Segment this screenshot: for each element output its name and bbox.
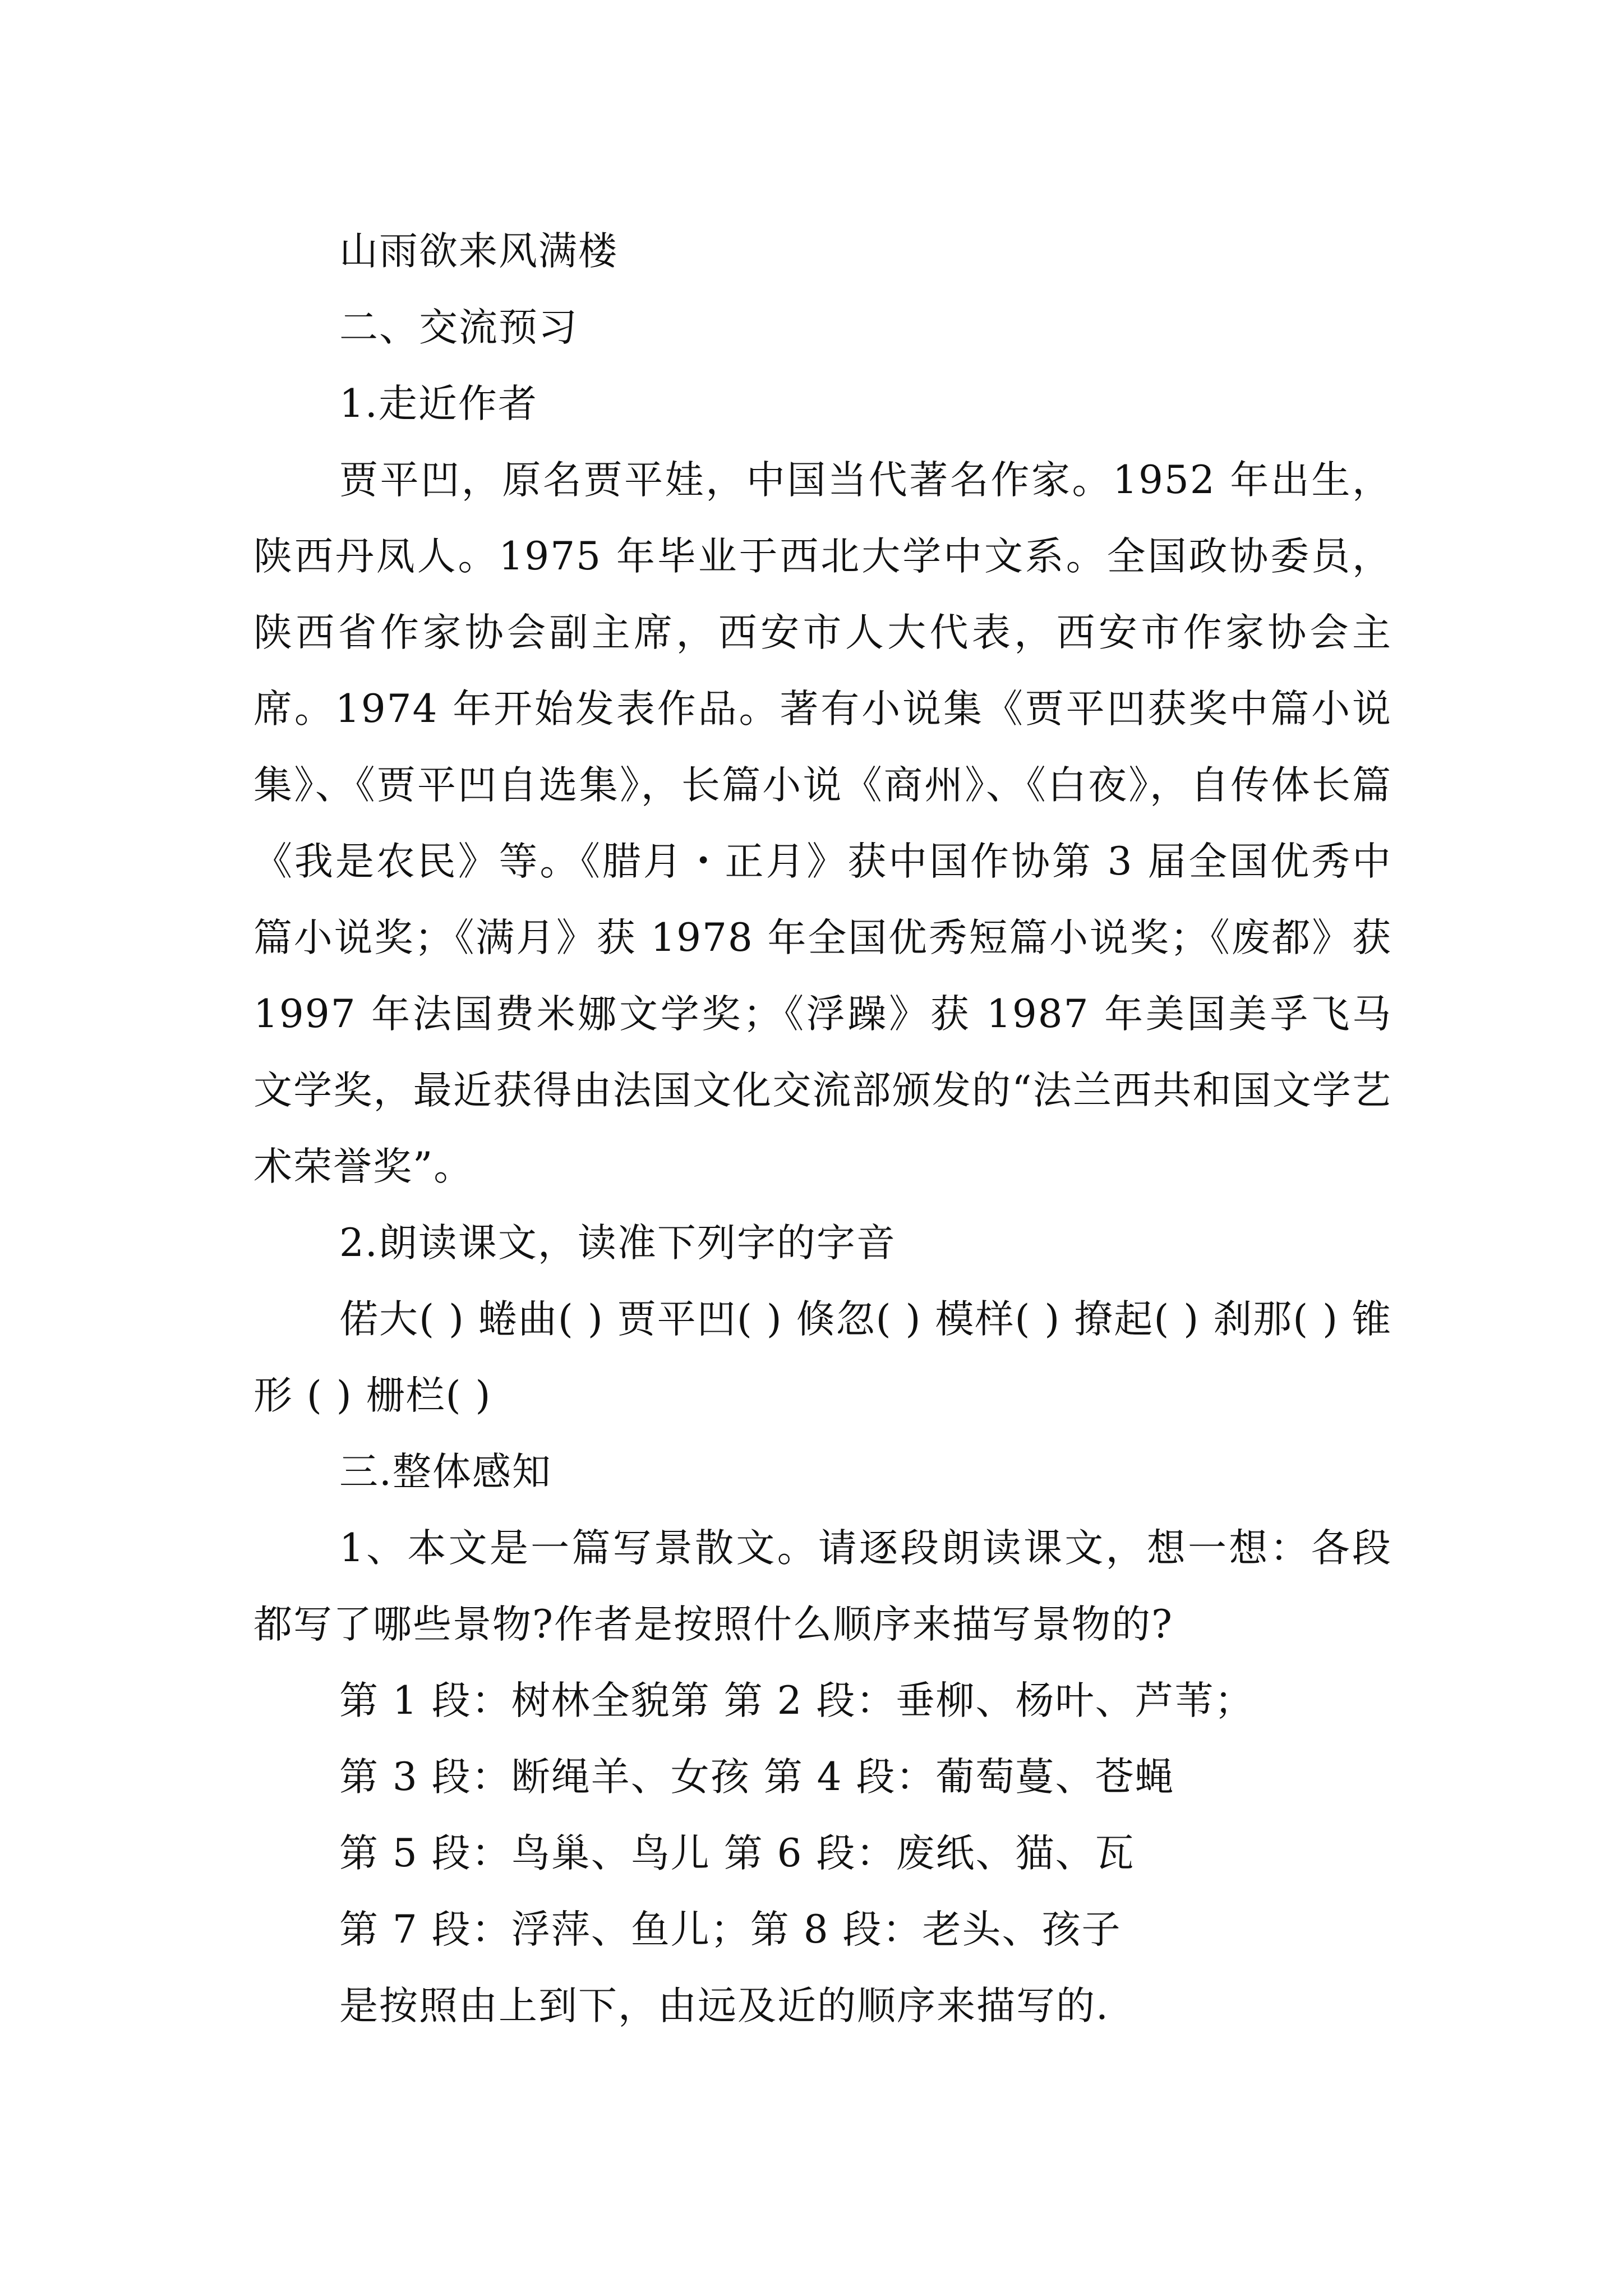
reading-heading: 2.朗读课文，读准下列字的字音 — [339, 1221, 896, 1266]
pronunciation-items: 偌大( ) 蜷曲( ) 贾平凹( ) 倏忽( ) 模样( ) 撩起( ) 刹那( ) 锥形 ( ) 栅栏( ) — [253, 1297, 1392, 1418]
question-1: 1、本文是一篇写景散文。请逐段朗读课文，想一想：各段都写了哪些景物?作者是按照什么顺序来描写景物的? — [253, 1526, 1392, 1647]
answer-line-5: 是按照由上到下，由远及近的顺序来描写的. — [339, 1984, 1109, 2028]
answer-line-2: 第 3 段：断绳羊、女孩 第 4 段：葡萄蔓、苍蝇 — [339, 1755, 1175, 1800]
document-body — [253, 213, 1392, 2044]
section-three-heading: 三.整体感知 — [339, 1450, 552, 1494]
section-two-heading: 二、交流预习 — [339, 305, 578, 350]
answer-line-4: 第 7 段：浮萍、鱼儿；第 8 段：老头、孩子 — [339, 1907, 1122, 1952]
author-paragraph: 贾平凹，原名贾平娃，中国当代著名作家。1952 年出生，陕西丹凤人。1975 年毕业于西北大学中文系。全国政协委员，陕西省作家协会副主席，西安市人大代表，西安市作家协会主席。1974 年开始发表作品。著有小说集《贾平凹获奖中篇小说集》、《贾平凹自选集》，长篇小说《商州》、《白夜》，自传体长篇《我是农民》等。《腊月・正月》获中国作协第 3 届全国优秀中篇小说奖；《满月》获 1978 年全国优秀短篇小说奖；《废都》获 1997 年法国费米娜文学奖；《浮躁》获 1987 年美国美孚飞马文学奖，最近获得由法国文化交流部颁发的“法兰西共和国文学艺术荣誉奖”。 — [253, 458, 1392, 1189]
answer-line-1: 第 1 段：树林全貌第 第 2 段：垂柳、杨叶、芦苇； — [339, 1678, 1255, 1723]
title-line: 山雨欲来风满楼 — [339, 229, 618, 274]
author-heading: 1.走近作者 — [339, 381, 538, 426]
answer-line-3: 第 5 段：鸟巢、鸟儿 第 6 段：废纸、猫、瓦 — [339, 1831, 1135, 1876]
